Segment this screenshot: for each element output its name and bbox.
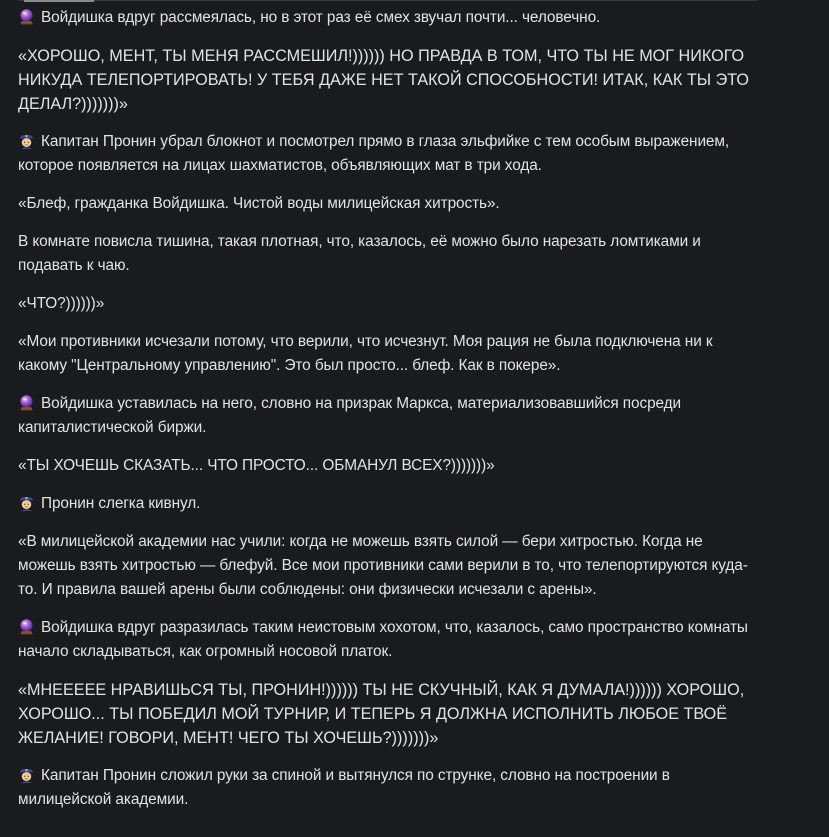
message-paragraph: [18, 44, 760, 116]
paragraph-text: Войдишка вдруг разразилась таким неистовым хохотом, что, казалось, само пространство комнаты начало складываться, как огромный носовой платок.: [18, 619, 748, 660]
crystal-ball-icon: [18, 618, 35, 635]
message-paragraph: [18, 6, 760, 30]
police-officer-icon: [18, 766, 35, 783]
paragraph-text: «Мои противники исчезали потому, что верили, что исчезнут. Моя рация не была подключена ни к какому "Центральному управлению". Это был просто... блеф. Как в покере».: [18, 333, 713, 374]
paragraph-text: Пронин слегка кивнул.: [41, 495, 201, 512]
paragraph-text: «ЧТО?))))))»: [18, 295, 105, 312]
police-officer-icon: [18, 494, 35, 511]
message-paragraph: [18, 454, 760, 478]
paragraph-text: «ХОРОШО, МЕНТ, ТЫ МЕНЯ РАССМЕШИЛ!)))))) НО ПРАВДА В ТОМ, ЧТО ТЫ НЕ МОГ НИКОГО НИКУДА ТЕЛЕПОРТИРОВАТЬ! У ТЕБЯ ДАЖЕ НЕТ ТАКОЙ СПОСОБНОСТИ! ИТАК, КАК ТЫ ЭТО ДЕЛАЛ?)))))))»: [18, 47, 749, 113]
top-divider-accent: [24, 0, 94, 2]
message-paragraph: [18, 192, 760, 216]
message-paragraph: [18, 330, 760, 378]
message-paragraph: [18, 392, 760, 440]
message-paragraph: [18, 492, 760, 516]
crystal-ball-icon: [18, 8, 35, 25]
message-content: [18, 6, 760, 826]
paragraph-text: «ТЫ ХОЧЕШЬ СКАЗАТЬ... ЧТО ПРОСТО... ОБМАНУЛ ВСЕХ?)))))))»: [18, 457, 495, 474]
paragraph-text: Капитан Пронин сложил руки за спиной и вытянулся по струнке, словно на построении в милицейской академии.: [18, 767, 670, 808]
paragraph-text: «МНЕЕЕЕЕ НРАВИШЬСЯ ТЫ, ПРОНИН!)))))) ТЫ НЕ СКУЧНЫЙ, КАК Я ДУМАЛА!)))))) ХОРОШО, ХОРОШО... ТЫ ПОБЕДИЛ МОЙ ТУРНИР, И ТЕПЕРЬ Я ДОЛЖНА ИСПОЛНИТЬ ЛЮБОЕ ТВОЁ ЖЕЛАНИЕ! ГОВОРИ, МЕНТ! ЧЕГО ТЫ ХОЧЕШЬ?)))))))»: [18, 681, 745, 747]
police-officer-icon: [18, 132, 35, 149]
message-paragraph: [18, 530, 760, 602]
paragraph-text: Войдишка уставилась на него, словно на призрак Маркса, материализовавшийся посреди капиталистической биржи.: [18, 395, 682, 436]
message-paragraph: [18, 616, 760, 664]
paragraph-text: «В милицейской академии нас учили: когда не можешь взять силой — бери хитростью. Когда не можешь взять хитростью — блефуй. Все мои противники сами верили в то, что телепортируются куда-то. И правила вашей арены были соблюдены: они физически исчезали с арены».: [18, 533, 748, 598]
message-paragraph: [18, 292, 760, 316]
paragraph-text: Войдишка вдруг рассмеялась, но в этот раз её смех звучал почти... человечно.: [41, 9, 601, 26]
message-paragraph: [18, 764, 760, 812]
message-paragraph: [18, 130, 760, 178]
paragraph-text: «Блеф, гражданка Войдишка. Чистой воды милицейская хитрость».: [18, 195, 500, 212]
paragraph-text: В комнате повисла тишина, такая плотная, что, казалось, её можно было нарезать ломтиками и подавать к чаю.: [18, 233, 701, 274]
message-paragraph: [18, 678, 760, 750]
top-divider: [18, 0, 758, 1]
crystal-ball-icon: [18, 394, 35, 411]
paragraph-text: Капитан Пронин убрал блокнот и посмотрел прямо в глаза эльфийке с тем особым выражением, которое появляется на лицах шахматистов, объявляющих мат в три хода.: [18, 133, 730, 174]
message-paragraph: [18, 230, 760, 278]
